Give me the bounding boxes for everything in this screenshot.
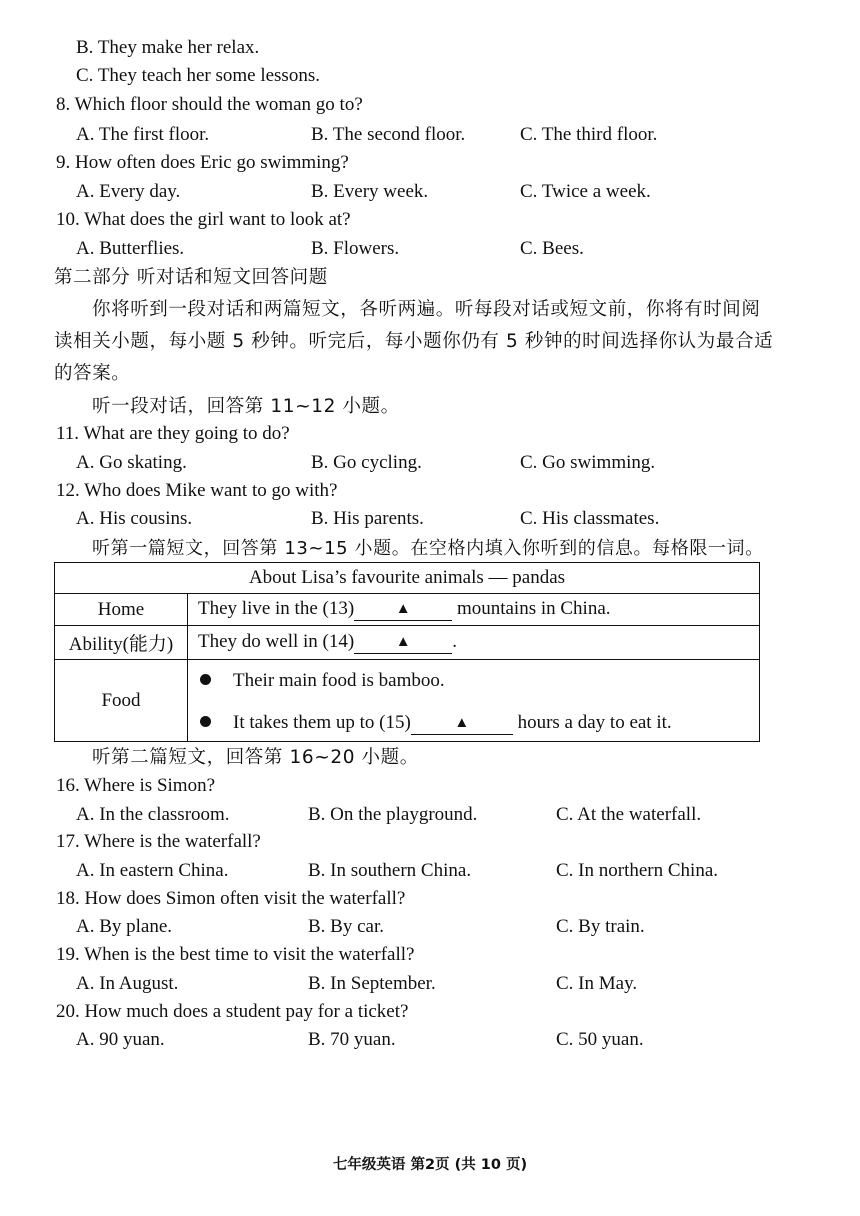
q11-stem: 11. What are they going to do? [56,423,290,444]
row-home-text: They live in the (13) [198,598,355,619]
part2-heading: 第二部分 听对话和短文回答问题 [54,267,328,288]
row-ability-content [188,626,760,660]
q18-option-a: A. By plane. [76,916,173,937]
row-food-line1: Their main food is bamboo. [233,669,445,691]
q18-stem: 18. How does Simon often visit the waterfall? [56,888,406,909]
q10-option-c: C. Bees. [520,238,584,259]
page-footer: 七年级英语 第2页 (共 10 页) [332,1157,528,1173]
q8-option-c: C. The third floor. [520,124,658,145]
q8-option-a: A. The first floor. [76,124,210,145]
q12-stem: 12. Who does Mike want to go with? [56,480,338,501]
q9-stem: 9. How often does Eric go swimming? [56,152,349,173]
q20-option-a: A. 90 yuan. [76,1029,165,1050]
q16-option-c: C. At the waterfall. [556,804,702,825]
q20-option-c: C. 50 yuan. [556,1029,644,1050]
row-food-content [188,660,760,742]
row-home-label: Home [55,594,188,626]
passage2-instruction: 听第二篇短文，回答第 16~20 小题。 [92,747,419,768]
q18-option-c: C. By train. [556,916,645,937]
blank-13[interactable] [354,599,452,621]
q8-stem: 8. Which floor should the woman go to? [56,94,363,115]
q12-option-b: B. His parents. [311,508,424,529]
row-ability-text: They do well in (14) [198,631,355,652]
part2-instruction-line3: 的答案。 [54,363,131,384]
q10-option-b: B. Flowers. [311,238,400,259]
blank-14[interactable] [354,632,452,654]
table-title: About Lisa’s favourite animals — pandas [55,563,760,594]
q19-stem: 19. When is the best time to visit the waterfall? [56,944,415,965]
row-home-content [188,594,760,626]
row-food-line2: It takes them up to (15) [233,711,411,733]
q9-option-a: A. Every day. [76,181,181,202]
q11-option-a: A. Go skating. [76,452,187,473]
row-food-label: Food [55,660,188,742]
triangle-icon: ▲ [454,714,470,731]
q8-option-b: B. The second floor. [311,124,466,145]
q9-option-b: B. Every week. [311,181,429,202]
q16-stem: 16. Where is Simon? [56,775,216,796]
q18-option-b: B. By car. [308,916,384,937]
q10-option-a: A. Butterflies. [76,238,185,259]
q19-option-c: C. In May. [556,973,638,994]
q17-option-b: B. In southern China. [308,860,472,881]
row-ability-label: Ability(能力) [55,626,188,660]
part2-instruction-line2: 读相关小题，每小题 5 秒钟。听完后，每小题你仍有 5 秒钟的时间选择你认为最合适 [54,331,774,352]
passage1-instruction: 听第一篇短文，回答第 13~15 小题。在空格内填入你听到的信息。每格限一词。 [92,538,764,559]
row-ability-text-end: . [452,631,457,652]
q12-option-c: C. His classmates. [520,508,660,529]
q9-option-c: C. Twice a week. [520,181,651,202]
q16-option-b: B. On the playground. [308,804,478,825]
bullet-icon [200,716,211,727]
blank-15[interactable] [411,713,513,735]
triangle-icon: ▲ [395,634,411,650]
q20-option-b: B. 70 yuan. [308,1029,396,1050]
q7-option-c: C. They teach her some lessons. [76,65,320,86]
q20-stem: 20. How much does a student pay for a ticket? [56,1001,409,1022]
q19-option-a: A. In August. [76,973,179,994]
q19-option-b: B. In September. [308,973,436,994]
part2-instruction-line1: 你将听到一段对话和两篇短文，各听两遍。听每段对话或短文前，你将有时间阅 [92,299,761,320]
row-food-line2-end: hours a day to eat it. [512,711,672,733]
q10-stem: 10. What does the girl want to look at? [56,209,351,230]
q7-option-b: B. They make her relax. [76,37,260,58]
row-home-text-end: mountains in China. [452,598,611,619]
triangle-icon: ▲ [395,601,411,617]
q17-option-a: A. In eastern China. [76,860,229,881]
q11-option-b: B. Go cycling. [311,452,422,473]
q11-option-c: C. Go swimming. [520,452,656,473]
dialog-instruction: 听一段对话，回答第 11~12 小题。 [92,396,400,417]
bullet-icon [200,674,211,685]
q12-option-a: A. His cousins. [76,508,193,529]
q16-option-a: A. In the classroom. [76,804,230,825]
pandas-info-table [54,562,760,742]
q17-option-c: C. In northern China. [556,860,719,881]
q17-stem: 17. Where is the waterfall? [56,831,261,852]
